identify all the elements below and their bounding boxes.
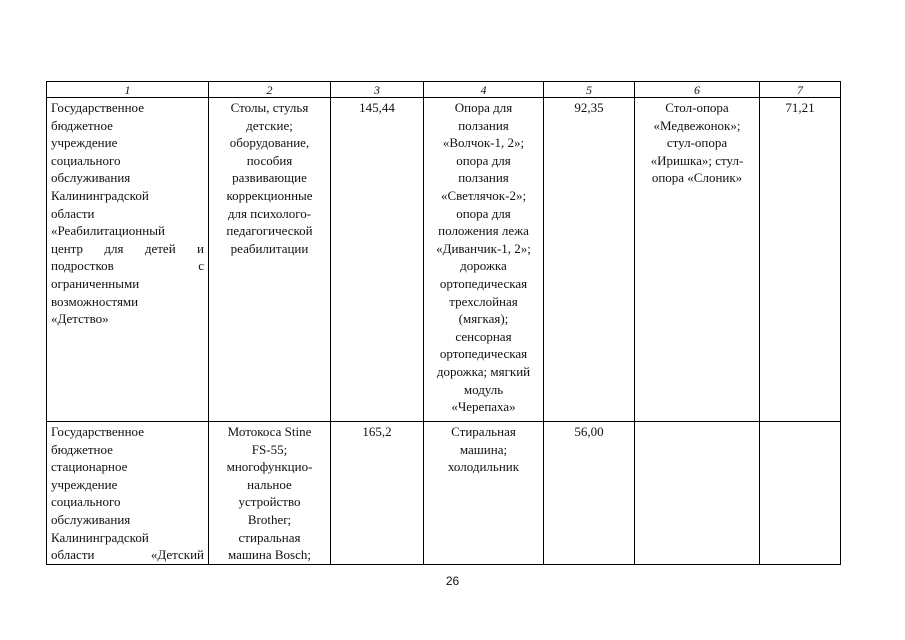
cell-line: Опора для xyxy=(454,100,513,115)
cell-line: Столы, стулья xyxy=(230,100,309,115)
cell-line: Мотокоса Stine xyxy=(227,424,312,439)
cell-line: сенсорная xyxy=(455,328,512,344)
cell-line: «Медвежонок»; xyxy=(653,117,741,133)
amount-cell: 71,21 xyxy=(760,98,841,422)
column-header: 2 xyxy=(209,82,331,98)
institution-cell xyxy=(47,422,209,565)
cell-line: «Волчок-1, 2»; xyxy=(442,135,525,151)
data-table xyxy=(46,81,841,565)
cell-line: устройство xyxy=(238,494,301,510)
cell-line: (мягкая); xyxy=(458,311,509,327)
equipment-cell xyxy=(209,98,331,422)
cell-line: опора для xyxy=(456,152,511,168)
cell-line: холодильник xyxy=(447,459,520,475)
cell-line: оборудование, xyxy=(229,135,310,151)
cell-line: педагогической xyxy=(226,223,313,239)
cell-line: реабилитации xyxy=(230,240,309,256)
cell-line: Калининградской xyxy=(51,187,149,203)
cell-line: области «Детский xyxy=(51,547,204,563)
table-row xyxy=(47,422,841,565)
cell-line: «Детство» xyxy=(51,311,109,327)
equipment-cell xyxy=(424,98,544,422)
cell-line: стул-опора xyxy=(666,135,728,151)
cell-line: стационарное xyxy=(51,459,128,475)
institution-cell xyxy=(47,98,209,422)
cell-line: области xyxy=(51,205,95,221)
amount-cell: 56,00 xyxy=(544,422,635,565)
cell-line: учреждение xyxy=(51,476,118,492)
cell-line: социального xyxy=(51,152,121,168)
cell-line: дорожка xyxy=(460,258,507,274)
cell-line: ортопедическая xyxy=(439,275,528,291)
cell-line: машина Bosch; xyxy=(228,547,311,563)
equipment-cell xyxy=(635,422,760,565)
cell-line: Brother; xyxy=(247,511,292,527)
cell-line: модуль xyxy=(463,381,504,397)
equipment-cell xyxy=(635,98,760,422)
cell-line: ползания xyxy=(458,170,509,186)
cell-line: опора для xyxy=(456,205,511,221)
cell-line: «Реабилитационный xyxy=(51,223,165,239)
column-header: 3 xyxy=(331,82,424,98)
equipment-cell xyxy=(424,422,544,565)
cell-line: Государственное xyxy=(51,424,144,439)
header-row xyxy=(47,82,841,98)
amount-cell: 145,44 xyxy=(331,98,424,422)
cell-line: многофункцио- xyxy=(226,459,313,475)
cell-line: нальное xyxy=(247,476,292,492)
column-header: 7 xyxy=(760,82,841,98)
cell-line: развивающие xyxy=(232,170,307,186)
column-header: 4 xyxy=(424,82,544,98)
cell-line: дорожка; мягкий xyxy=(436,363,531,379)
cell-line: машина; xyxy=(459,441,508,457)
cell-line: коррекционные xyxy=(226,187,313,203)
cell-line: стиральная xyxy=(238,529,301,545)
cell-line: Калининградской xyxy=(51,529,149,545)
cell-line: детские; xyxy=(246,117,293,133)
cell-line: «Светлячок-2»; xyxy=(440,187,527,203)
cell-line: трехслойная xyxy=(449,293,518,309)
cell-line: «Иришка»; стул- xyxy=(650,152,744,168)
cell-line: ограниченными xyxy=(51,275,140,291)
cell-line: пособия xyxy=(246,152,293,168)
cell-line: Государственное xyxy=(51,100,144,115)
cell-line: подростков с xyxy=(51,258,204,274)
amount-cell: 92,35 xyxy=(544,98,635,422)
column-header: 6 xyxy=(635,82,760,98)
cell-line: центр для детей и xyxy=(51,240,204,256)
cell-line: «Черепаха» xyxy=(451,399,516,415)
cell-line: «Диванчик-1, 2»; xyxy=(436,240,531,256)
cell-line: обслуживания xyxy=(51,511,131,527)
cell-line: ортопедическая xyxy=(439,346,528,362)
cell-line: FS-55; xyxy=(251,441,288,457)
cell-line: возможностями xyxy=(51,293,139,309)
cell-line: обслуживания xyxy=(51,170,131,186)
column-header: 5 xyxy=(544,82,635,98)
cell-line: опора «Слоник» xyxy=(651,170,743,186)
table-row xyxy=(47,98,841,422)
cell-line: Стол-опора xyxy=(665,100,729,115)
amount-cell: 165,2 xyxy=(331,422,424,565)
page-number: 26 xyxy=(445,574,460,588)
equipment-cell xyxy=(209,422,331,565)
cell-line: бюджетное xyxy=(51,441,113,457)
cell-line: для психолого- xyxy=(227,205,312,221)
amount-cell xyxy=(760,422,841,565)
cell-line: социального xyxy=(51,494,121,510)
cell-line: бюджетное xyxy=(51,117,113,133)
cell-line: Стиральная xyxy=(451,424,516,439)
cell-line: ползания xyxy=(458,117,509,133)
cell-line: положения лежа xyxy=(438,223,529,239)
column-header: 1 xyxy=(47,82,209,98)
cell-line: учреждение xyxy=(51,135,118,151)
